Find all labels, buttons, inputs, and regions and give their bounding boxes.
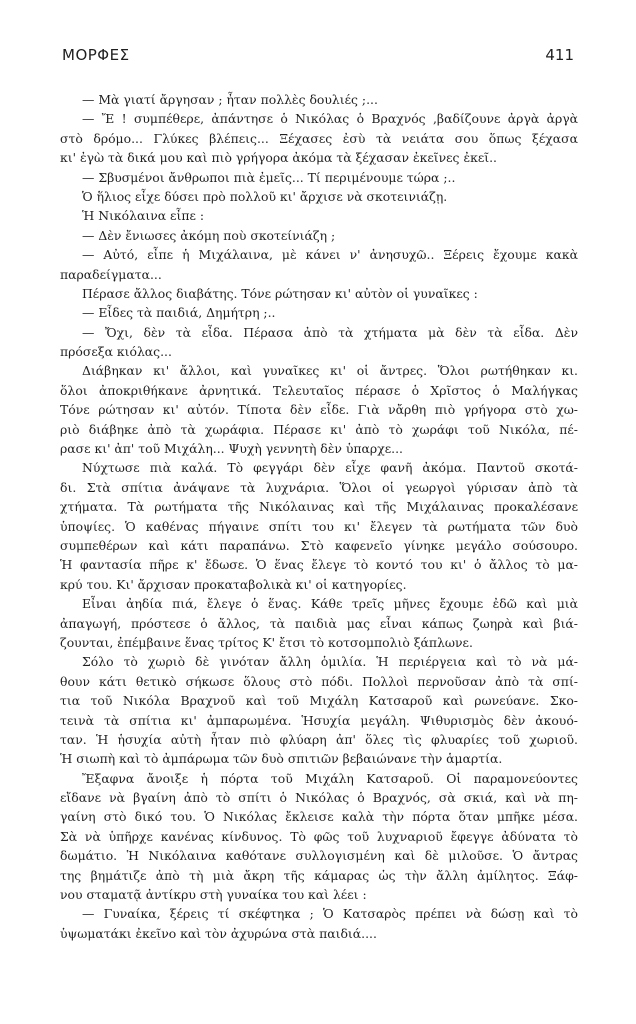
text-line: ἀπαγωγή, πρόστεσε ὁ ἄλλος, τὰ παιδιὰ μας εἶναι κάπως ζωηρὰ καὶ βιά- [60,615,578,631]
text-line: — Γυναίκα, ξέρεις τί σκέφτηκα ; Ὁ Κατσαρὸς πρέπει νὰ δώσῃ καὶ τὸ [82,906,578,922]
text-line: στὸ δρόμο... Γλύκες βλέπεις... Ξέχασες ἐσὺ τὰ νειάτα σου ὅπως ξέχασα [60,130,578,146]
text-line: ζουνται, ἐπέμβαινε ἕνας τρίτος Κ' ἔτσι τὸ κοτσομπολιὸ ξάπλωνε. [60,634,473,650]
text-line: ὑποψίες. Ὁ καθένας πήγαινε σπίτι του κι' ἔλεγεν τὰ ρωτήματα τῶν δυὸ [60,518,578,534]
text-line: Πέρασε ἄλλος διαβάτης. Τόνε ρώτησαν κι' αὐτὸν οἱ γυναῖκες : [82,285,478,301]
text-line: ριὸ διάβηκε ἀπὸ τὰ χωράφια. Πέρασε κι' ἀπὸ τὸ χωράφι τοῦ Νικόλα, πέ- [60,421,578,437]
text-line: Ὁ ἥλιος εἶχε δύσει πρὸ πολλοῦ κι' ἄρχισε νὰ σκοτεινιάζῃ. [82,188,448,204]
text-line: Διάβηκαν κι' ἄλλοι, καὶ γυναῖκες κι' οἱ ἄντρες. Ὅλοι ρωτήθηκαν κι. [82,363,578,379]
text-line: ταν. Ἡ ἡσυχία αὐτὴ ἦταν πιὸ φλύαρη ἀπ' ὅλες τὶς φλυαρίες τοῦ χωριοῦ. [60,731,578,747]
text-line: γαίνη στὸ δικό του. Ὁ Νικόλας ἔκλεισε καλὰ τὴν πόρτα ὅταν μπῆκε μέσα. [60,809,578,825]
text-line: δωμάτιο. Ἡ Νικόλαινα καθότανε συλλογισμένη καὶ δὲ μιλοῦσε. Ὁ ἄντρας [60,848,578,864]
text-line: συμπεθέρων καὶ κάτι παραπάνω. Στὸ καφενεῖο γίνηκε μεγάλο σούσουρο. [60,537,578,553]
text-line: — Δὲν ἔνιωσες ἀκόμη ποὺ σκοτείνιάζη ; [82,227,336,243]
body-text [60,90,578,943]
page-number: 411 [545,46,574,64]
text-line: κι' ἐγὼ τὰ δικά μου καὶ πιὸ γρήγορα ἀκόμα τὰ ξέχασαν ἐκεῖνες ἐκεῖ.. [60,150,497,166]
text-line: παραδείγματα... [60,266,162,282]
text-line: Ἡ Νικόλαινα εἶπε : [82,208,205,224]
running-head [62,46,574,68]
text-line: — Σβυσμένοι ἄνθρωποι πιὰ ἐμεῖς... Τί περιμένουμε τώρα ;.. [82,169,456,185]
text-line: — Εἶδες τὰ παιδιά, Δημήτρη ;.. [82,305,276,321]
text-line: — Ἔ ! συμπέθερε, ἀπάντησε ὁ Νικόλας ὁ Βραχνός ,βαδίζουνε ἀργὰ ἀργὰ [82,111,578,127]
text-line: τια τοῦ Νικόλα Βραχνοῦ καὶ τοῦ Μιχάλη Κατσαροῦ καὶ ρωνεύανε. Σκο- [60,693,578,709]
journal-title: ΜΟΡΦΕΣ [62,46,130,64]
text-line: χτήματα. Τὰ ρωτήματα τῆς Νικόλαινας καὶ τῆς Μιχάλαινας προκαλέσανε [60,499,578,515]
text-line: — Αὐτό, εἶπε ἡ Μιχάλαινα, μὲ κάνει ν' ἀνησυχῶ.. Ξέρεις ἔχουμε κακὰ [82,247,578,263]
text-line: ὅλοι ἀποκριθήκανε ἀρνητικά. Τελευταῖος πέρασε ὁ Χρῖστος ὁ Μαλήγκας [60,382,578,398]
text-line: Νύχτωσε πιὰ καλά. Τὸ φεγγάρι δὲν εἶχε φανῆ ἀκόμα. Παντοῦ σκοτά- [82,460,578,476]
text-line: Τόνε ρώτησαν κι' αὐτόν. Τίποτα δὲν εἶδε. Γιὰ νἄρθη πιὸ γρήγορα στὸ χω- [60,402,578,418]
text-line: εἴδανε νὰ βγαίνη ἀπὸ τὸ σπίτι ὁ Νικόλας ὁ Βραχνός, σὰ σκιά, καὶ νὰ πη- [60,790,578,806]
text-line: — Ὄχι, δὲν τὰ εἶδα. Πέρασα ἀπὸ τὰ χτήματα μὰ δὲν τὰ εἶδα. Δὲν [82,324,578,340]
text-line: Εἶναι ἀηδία πιά, ἔλεγε ὁ ἕνας. Κάθε τρεῖς μῆνες ἔχουμε ἐδῶ καὶ μιὰ [82,596,578,612]
text-line: Ἡ φαντασία πῆρε κ' ἔδωσε. Ὁ ἕνας ἔλεγε τὸ κοντό του κι' ὁ ἄλλος τὸ μα- [60,557,578,573]
text-line: δι. Στὰ σπίτια ἀνάψανε τὰ λυχνάρια. Ὅλοι οἱ γεωργοὶ γύρισαν ἀπὸ τὰ [60,479,578,495]
text-line: τεινὰ τὰ σπίτια κι' ἀμπαρωμένα. Ἡσυχία μεγάλη. Ψιθυρισμὸς δὲν ἀκουό- [60,712,578,728]
text-line: θουν κάτι θετικὸ σήκωσε ὅλους στὸ πόδι. Πολλοὶ περνοῦσαν ἀπὸ τὰ σπί- [60,673,578,689]
text-line: της βημάτιζε ἀπὸ τὴ μιὰ ἄκρη τῆς κάμαρας ὡς τὴν ἄλλη ἀμίλητος. Ξάφ- [60,867,578,883]
text-line: — Μὰ γιατί ἄργησαν ; ἦταν πολλὲς δουλιές ;... [82,92,378,107]
text-line: Σὰ νὰ ὑπῆρχε κανένας κίνδυνος. Τὸ φῶς τοῦ λυχναριοῦ ἔφεγγε ἀδύνατα τὸ [60,828,578,844]
text-line: κρύ του. Κι' ἄρχισαν προκαταβολικὰ κι' οἱ κατηγορίες. [60,576,407,592]
text-line: ὑψωματάκι ἐκεῖνο καὶ τὸν ἀχυρώνα στὰ παιδιά.... [60,925,377,941]
text-line: νου σταματᾷ ἀντίκρυ στὴ γυναίκα του καὶ λέει : [60,887,367,903]
text-line: ρασε κι' ἀπ' τοῦ Μιχάλη... Ψυχὴ γεννητὴ δὲν ὑπαρχε... [60,441,403,457]
text-line: Σόλο τὸ χωριὸ δὲ γινόταν ἄλλη ὁμιλία. Ἡ περιέργεια καὶ τὸ νὰ μά- [82,654,578,670]
text-line: πρόσεξα κιόλας... [60,344,172,360]
text-line: Ἔξαφνα ἄνοιξε ἡ πόρτα τοῦ Μιχάλη Κατσαροῦ. Οἱ παραμονεύοντες [82,770,578,786]
text-line: Ἡ σιωπὴ καὶ τὸ ἀμπάρωμα τῶν δυὸ σπιτιῶν βεβαιώνανε τὴν ἁμαρτία. [60,751,503,767]
